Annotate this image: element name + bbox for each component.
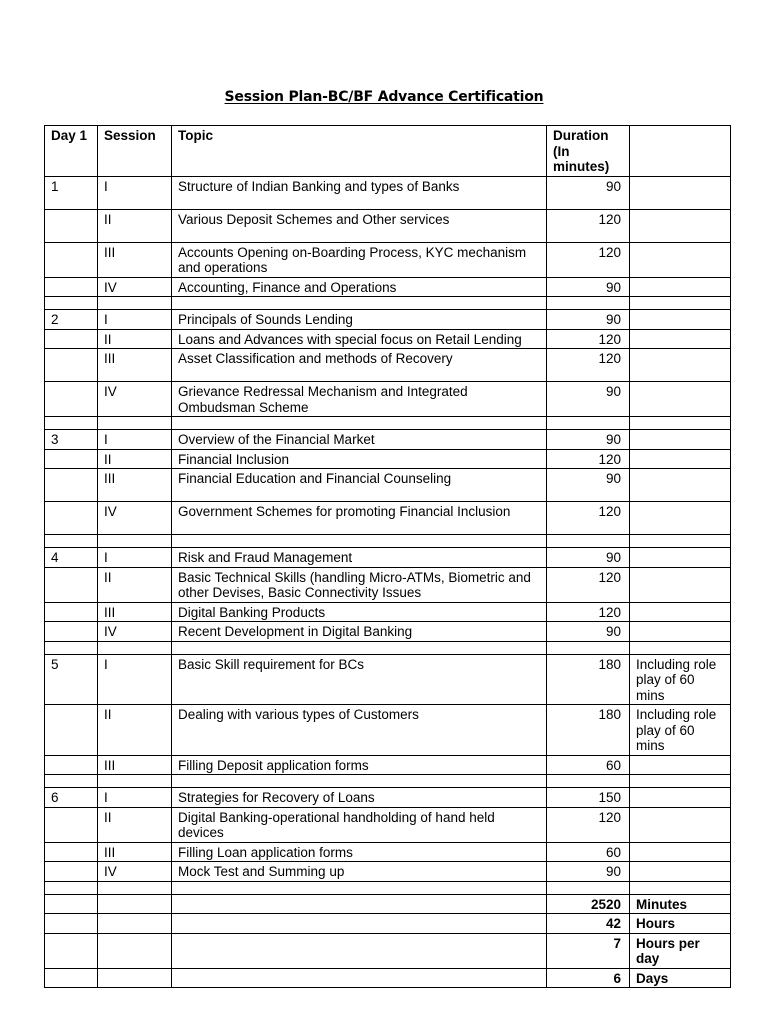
cell-duration: 180 [547, 654, 630, 705]
cell-topic: Structure of Indian Banking and types of Banks [172, 176, 547, 209]
cell-session: II [98, 329, 172, 349]
cell-duration: 120 [547, 807, 630, 842]
cell-remarks [630, 176, 731, 209]
total-value: 6 [547, 968, 630, 988]
cell-day [45, 705, 98, 756]
cell-duration: 90 [547, 622, 630, 642]
cell-remarks [630, 349, 731, 382]
cell-duration: 120 [547, 209, 630, 242]
cell-topic: Filling Loan application forms [172, 842, 547, 862]
spacer-row [45, 535, 731, 548]
cell-remarks [630, 567, 731, 602]
cell-remarks [630, 622, 731, 642]
cell-session: IV [98, 622, 172, 642]
table-row [45, 469, 731, 502]
cell-duration: 120 [547, 602, 630, 622]
cell-day [45, 842, 98, 862]
table-row [45, 382, 731, 417]
cell-session: II [98, 567, 172, 602]
cell-duration: 90 [547, 310, 630, 330]
cell-remarks: Including role play of 60 mins [630, 654, 731, 705]
cell-topic: Risk and Fraud Management [172, 548, 547, 568]
spacer-row [45, 775, 731, 788]
table-row [45, 807, 731, 842]
total-unit: Minutes [630, 894, 731, 914]
table-row [45, 329, 731, 349]
cell-session: III [98, 242, 172, 277]
cell-duration: 90 [547, 176, 630, 209]
cell-topic: Dealing with various types of Customers [172, 705, 547, 756]
totals-row [45, 914, 731, 934]
header-duration: Duration (In minutes) [547, 126, 630, 177]
cell-topic: Basic Skill requirement for BCs [172, 654, 547, 705]
cell-session: II [98, 807, 172, 842]
total-value: 2520 [547, 894, 630, 914]
cell-day: 6 [45, 788, 98, 808]
cell-session: III [98, 349, 172, 382]
cell-day: 5 [45, 654, 98, 705]
cell-remarks [630, 755, 731, 775]
cell-session: I [98, 788, 172, 808]
session-plan-table [44, 125, 731, 988]
cell-duration: 90 [547, 277, 630, 297]
cell-session: III [98, 469, 172, 502]
cell-remarks [630, 862, 731, 882]
cell-session: III [98, 602, 172, 622]
total-unit: Hours per day [630, 933, 731, 968]
cell-duration: 60 [547, 842, 630, 862]
cell-topic: Various Deposit Schemes and Other services [172, 209, 547, 242]
cell-duration: 120 [547, 349, 630, 382]
table-row [45, 430, 731, 450]
spacer-row [45, 641, 731, 654]
cell-topic: Grievance Redressal Mechanism and Integrated Ombudsman Scheme [172, 382, 547, 417]
cell-remarks [630, 788, 731, 808]
cell-topic: Accounts Opening on-Boarding Process, KYC mechanism and operations [172, 242, 547, 277]
cell-duration: 120 [547, 567, 630, 602]
cell-topic: Filling Deposit application forms [172, 755, 547, 775]
cell-duration: 90 [547, 862, 630, 882]
cell-duration: 120 [547, 502, 630, 535]
cell-day [45, 862, 98, 882]
table-row [45, 502, 731, 535]
cell-remarks [630, 310, 731, 330]
cell-remarks [630, 449, 731, 469]
table-row [45, 567, 731, 602]
header-remarks [630, 126, 731, 177]
cell-duration: 90 [547, 430, 630, 450]
cell-day [45, 567, 98, 602]
cell-topic: Digital Banking-operational handholding of hand held devices [172, 807, 547, 842]
cell-topic: Digital Banking Products [172, 602, 547, 622]
cell-day [45, 449, 98, 469]
cell-day [45, 329, 98, 349]
table-row [45, 622, 731, 642]
cell-duration: 90 [547, 548, 630, 568]
cell-remarks [630, 502, 731, 535]
cell-topic: Basic Technical Skills (handling Micro-ATMs, Biometric and other Devises, Basic Connectivity Issues [172, 567, 547, 602]
cell-duration: 60 [547, 755, 630, 775]
totals-row [45, 933, 731, 968]
spacer-row [45, 881, 731, 894]
cell-remarks [630, 209, 731, 242]
cell-topic: Overview of the Financial Market [172, 430, 547, 450]
table-row [45, 788, 731, 808]
cell-session: I [98, 548, 172, 568]
cell-topic: Government Schemes for promoting Financial Inclusion [172, 502, 547, 535]
table-row [45, 449, 731, 469]
table-row [45, 654, 731, 705]
table-row [45, 349, 731, 382]
cell-topic: Principals of Sounds Lending [172, 310, 547, 330]
cell-remarks [630, 277, 731, 297]
cell-session: I [98, 176, 172, 209]
cell-topic: Accounting, Finance and Operations [172, 277, 547, 297]
cell-topic: Financial Education and Financial Counseling [172, 469, 547, 502]
page-title: Session Plan-BC/BF Advance Certification [224, 89, 544, 105]
cell-duration: 120 [547, 242, 630, 277]
cell-day [45, 755, 98, 775]
total-value: 42 [547, 914, 630, 934]
cell-duration: 90 [547, 469, 630, 502]
cell-day: 4 [45, 548, 98, 568]
table-row [45, 277, 731, 297]
header-day: Day 1 [45, 126, 98, 177]
cell-topic: Asset Classification and methods of Recovery [172, 349, 547, 382]
spacer-row [45, 417, 731, 430]
table-row [45, 209, 731, 242]
cell-session: II [98, 449, 172, 469]
cell-day [45, 469, 98, 502]
cell-session: IV [98, 502, 172, 535]
cell-duration: 120 [547, 329, 630, 349]
cell-day [45, 209, 98, 242]
cell-day [45, 382, 98, 417]
table-row [45, 705, 731, 756]
cell-session: IV [98, 862, 172, 882]
table-row [45, 548, 731, 568]
cell-session: IV [98, 277, 172, 297]
cell-session: I [98, 310, 172, 330]
cell-duration: 90 [547, 382, 630, 417]
cell-topic: Loans and Advances with special focus on Retail Lending [172, 329, 547, 349]
cell-session: III [98, 755, 172, 775]
cell-topic: Mock Test and Summing up [172, 862, 547, 882]
cell-session: II [98, 705, 172, 756]
cell-remarks [630, 807, 731, 842]
spacer-row [45, 297, 731, 310]
cell-remarks [630, 242, 731, 277]
table-row [45, 755, 731, 775]
cell-topic: Financial Inclusion [172, 449, 547, 469]
total-unit: Days [630, 968, 731, 988]
header-session: Session [98, 126, 172, 177]
table-row [45, 242, 731, 277]
cell-day [45, 502, 98, 535]
table-header-row [45, 126, 731, 177]
cell-remarks [630, 430, 731, 450]
total-value: 7 [547, 933, 630, 968]
cell-day [45, 602, 98, 622]
cell-duration: 120 [547, 449, 630, 469]
cell-day: 3 [45, 430, 98, 450]
cell-day [45, 349, 98, 382]
cell-day: 2 [45, 310, 98, 330]
cell-day [45, 277, 98, 297]
cell-remarks [630, 548, 731, 568]
table-row [45, 176, 731, 209]
cell-duration: 180 [547, 705, 630, 756]
cell-remarks [630, 329, 731, 349]
cell-remarks [630, 382, 731, 417]
cell-topic: Recent Development in Digital Banking [172, 622, 547, 642]
cell-session: II [98, 209, 172, 242]
cell-day [45, 242, 98, 277]
cell-day [45, 807, 98, 842]
cell-remarks [630, 469, 731, 502]
header-topic: Topic [172, 126, 547, 177]
table-row [45, 602, 731, 622]
cell-remarks [630, 842, 731, 862]
cell-day: 1 [45, 176, 98, 209]
table-row [45, 862, 731, 882]
cell-session: III [98, 842, 172, 862]
cell-remarks [630, 602, 731, 622]
total-unit: Hours [630, 914, 731, 934]
cell-session: I [98, 654, 172, 705]
table-row [45, 310, 731, 330]
cell-duration: 150 [547, 788, 630, 808]
table-row [45, 842, 731, 862]
cell-session: I [98, 430, 172, 450]
totals-row [45, 894, 731, 914]
cell-topic: Strategies for Recovery of Loans [172, 788, 547, 808]
cell-day [45, 622, 98, 642]
cell-remarks: Including role play of 60 mins [630, 705, 731, 756]
totals-row [45, 968, 731, 988]
cell-session: IV [98, 382, 172, 417]
